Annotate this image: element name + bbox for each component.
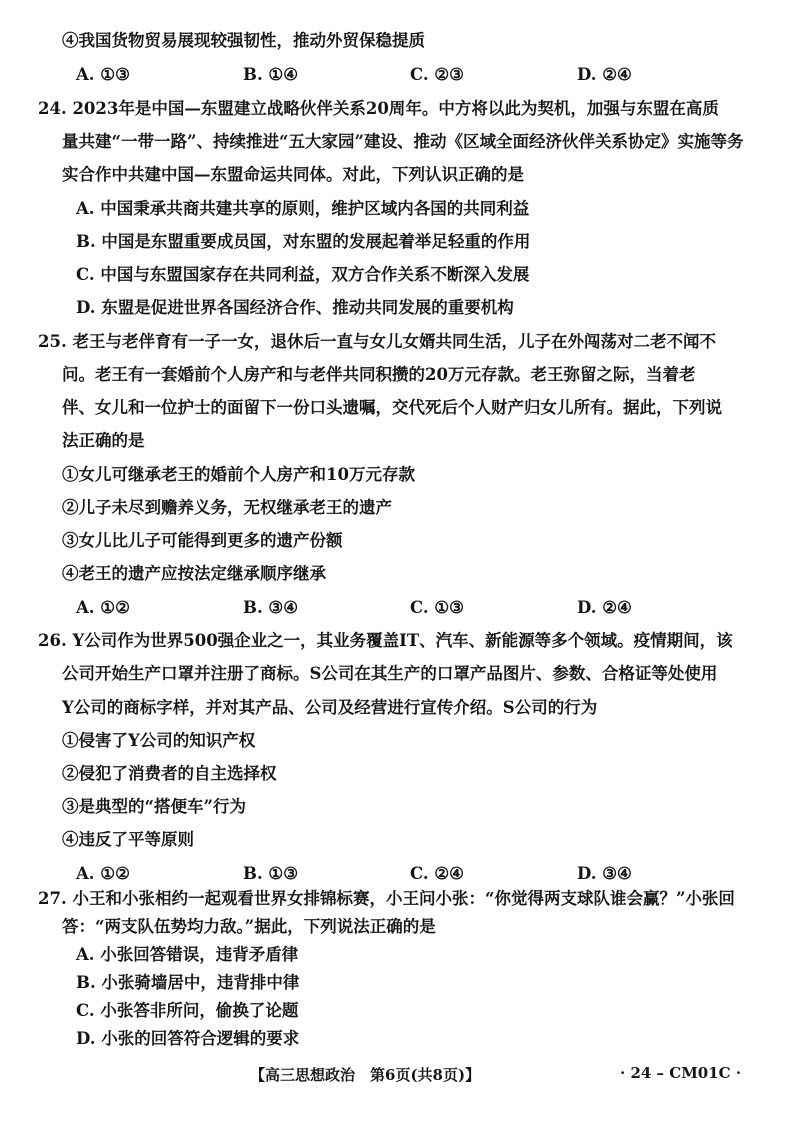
q25-option-d: D. ②④ xyxy=(577,598,632,617)
q25-stem-line-2: 问。老王有一套婚前个人房产和与老伴共同积攒的20万元存款。老王弥留之际，当着老 xyxy=(62,365,696,384)
prev-option-a: A. ①③ xyxy=(76,65,130,84)
q25-stem-line-3: 伴、女儿和一位护士的面留下一份口头遗嘱，交代死后个人财产归女儿所有。据此，下列说 xyxy=(62,398,722,417)
q26-stem-line-2: 公司开始生产口罩并注册了商标。S公司在其生产的口罩产品图片、参数、合格证等处使用 xyxy=(62,664,718,683)
q24-stem-line-1: 24. 2023年是中国—东盟建立战略伙伴关系20周年。中方将以此为契机，加强与东盟在高质 xyxy=(38,99,719,118)
q26-option-a: A. ①② xyxy=(76,864,130,883)
page-footer-title: 【高三思想政治 第6页(共8页)】 xyxy=(250,1066,481,1084)
q26-statement-4: ④违反了平等原则 xyxy=(62,830,194,849)
q24-stem-line-3: 实合作中共建中国—东盟命运共同体。对此，下列认识正确的是 xyxy=(62,165,524,184)
q25-statement-4: ④老王的遗产应按法定继承顺序继承 xyxy=(62,564,326,583)
q25-statement-3: ③女儿比儿子可能得到更多的遗产份额 xyxy=(62,531,343,550)
prev-option-b: B. ①④ xyxy=(243,65,299,84)
q27-option-a: A. 小张回答错误，违背矛盾律 xyxy=(76,945,299,964)
q26-statement-1: ①侵害了Y公司的知识产权 xyxy=(62,731,256,750)
q25-stem-line-4: 法正确的是 xyxy=(62,431,145,450)
q26-option-d: D. ③④ xyxy=(577,864,632,883)
q26-option-b: B. ①③ xyxy=(243,864,299,883)
q27-option-b: B. 小张骑墙居中，违背排中律 xyxy=(76,973,300,992)
q26-statement-2: ②侵犯了消费者的自主选择权 xyxy=(62,764,277,783)
q24-option-a: A. 中国秉承共商共建共享的原则，维护区域内各国的共同利益 xyxy=(76,199,530,218)
q27-option-c: C. 小张答非所问，偷换了论题 xyxy=(76,1001,299,1020)
prev-option-d: D. ②④ xyxy=(577,65,632,84)
q27-stem-line-1: 27. 小王和小张相约一起观看世界女排锦标赛，小王问小张：“你觉得两支球队谁会赢？”小张回 xyxy=(38,889,735,908)
q26-stem-line-1: 26. Y公司作为世界500强企业之一，其业务覆盖IT、汽车、新能源等多个领域。疫情期间，该 xyxy=(38,631,733,650)
q24-option-d: D. 东盟是促进世界各国经济合作、推动共同发展的重要机构 xyxy=(76,298,514,317)
q26-stem-line-3: Y公司的商标字样，并对其产品、公司及经营进行宣传介绍。S公司的行为 xyxy=(62,698,598,717)
q25-option-a: A. ①② xyxy=(76,598,130,617)
q24-option-b: B. 中国是东盟重要成员国，对东盟的发展起着举足轻重的作用 xyxy=(76,232,531,251)
q26-option-c: C. ②④ xyxy=(410,864,464,883)
q25-option-b: B. ③④ xyxy=(243,598,299,617)
prev-statement-4: ④我国货物贸易展现较强韧性，推动外贸保稳提质 xyxy=(62,31,425,50)
prev-option-c: C. ②③ xyxy=(410,65,464,84)
q27-option-d: D. 小张的回答符合逻辑的要求 xyxy=(76,1029,300,1048)
q25-statement-2: ②儿子未尽到赡养义务，无权继承老王的遗产 xyxy=(62,498,392,517)
q24-stem-line-2: 量共建“一带一路”、持续推进“五大家园”建设、推动《区域全面经济伙伴关系协定》实施等务 xyxy=(62,132,744,151)
q26-statement-3: ③是典型的“搭便车”行为 xyxy=(62,797,246,816)
q27-stem-line-2: 答：“两支队伍势均力敌。”据此，下列说法正确的是 xyxy=(62,917,436,936)
q25-option-c: C. ①③ xyxy=(410,598,464,617)
q25-statement-1: ①女儿可继承老王的婚前个人房产和10万元存款 xyxy=(62,465,415,484)
q25-stem-line-1: 25. 老王与老伴育有一子一女，退休后一直与女儿女婿共同生活，儿子在外闯荡对二老不闻不 xyxy=(38,332,716,351)
q24-option-c: C. 中国与东盟国家存在共同利益，双方合作关系不断深入发展 xyxy=(76,265,530,284)
page-footer-code: · 24 – CM01C · xyxy=(620,1064,742,1082)
